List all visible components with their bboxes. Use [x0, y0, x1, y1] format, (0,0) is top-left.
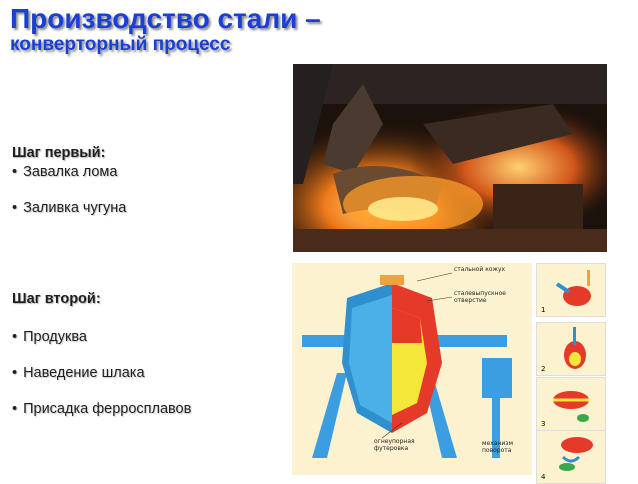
stage-1-illustration: [537, 264, 605, 316]
stage-3-illustration: [537, 378, 605, 430]
title-line-2: конверторный процесс: [10, 34, 231, 56]
converter-diagram: [292, 263, 532, 475]
stage-panel-2: [536, 322, 606, 376]
step-1-bullet: • Завалка лома: [12, 164, 118, 180]
stage-number-4: 4: [541, 473, 546, 481]
step-2-heading: Шаг второй:: [12, 291, 101, 307]
step-1-heading: Шаг первый:: [12, 145, 106, 161]
stage-number-3: 3: [541, 420, 546, 428]
title-line-1: Производство стали –: [10, 3, 321, 34]
stage-panel-1: [536, 263, 606, 317]
stage-panel-4: [536, 430, 606, 484]
label-lining: огнеупорная футеровка: [374, 438, 415, 452]
tilt-mechanism: [482, 358, 512, 398]
step-1-bullet: • Заливка чугуна: [12, 200, 127, 216]
slide-title: [10, 4, 321, 55]
step-2-bullet: • Присадка ферросплавов: [12, 401, 192, 417]
stage-number-2: 2: [541, 365, 546, 373]
support-leg-left: [312, 373, 347, 458]
converter-photo: [293, 64, 607, 252]
label-tilt-mechanism: механизм поворота: [482, 440, 513, 454]
stage-panel-3: [536, 377, 606, 431]
step-2-bullet: • Наведение шлака: [12, 365, 145, 381]
stage-number-1: 1: [541, 306, 546, 314]
step-2-bullet: • Продуква: [12, 329, 87, 345]
label-steel-shell: стальной кожух: [454, 266, 506, 273]
step-2: [12, 291, 191, 417]
stage-4-illustration: [537, 431, 605, 475]
stage-2-illustration: [537, 323, 605, 375]
label-taphole: сталевыпускное отверстие: [454, 290, 506, 304]
step-1: [12, 145, 126, 216]
